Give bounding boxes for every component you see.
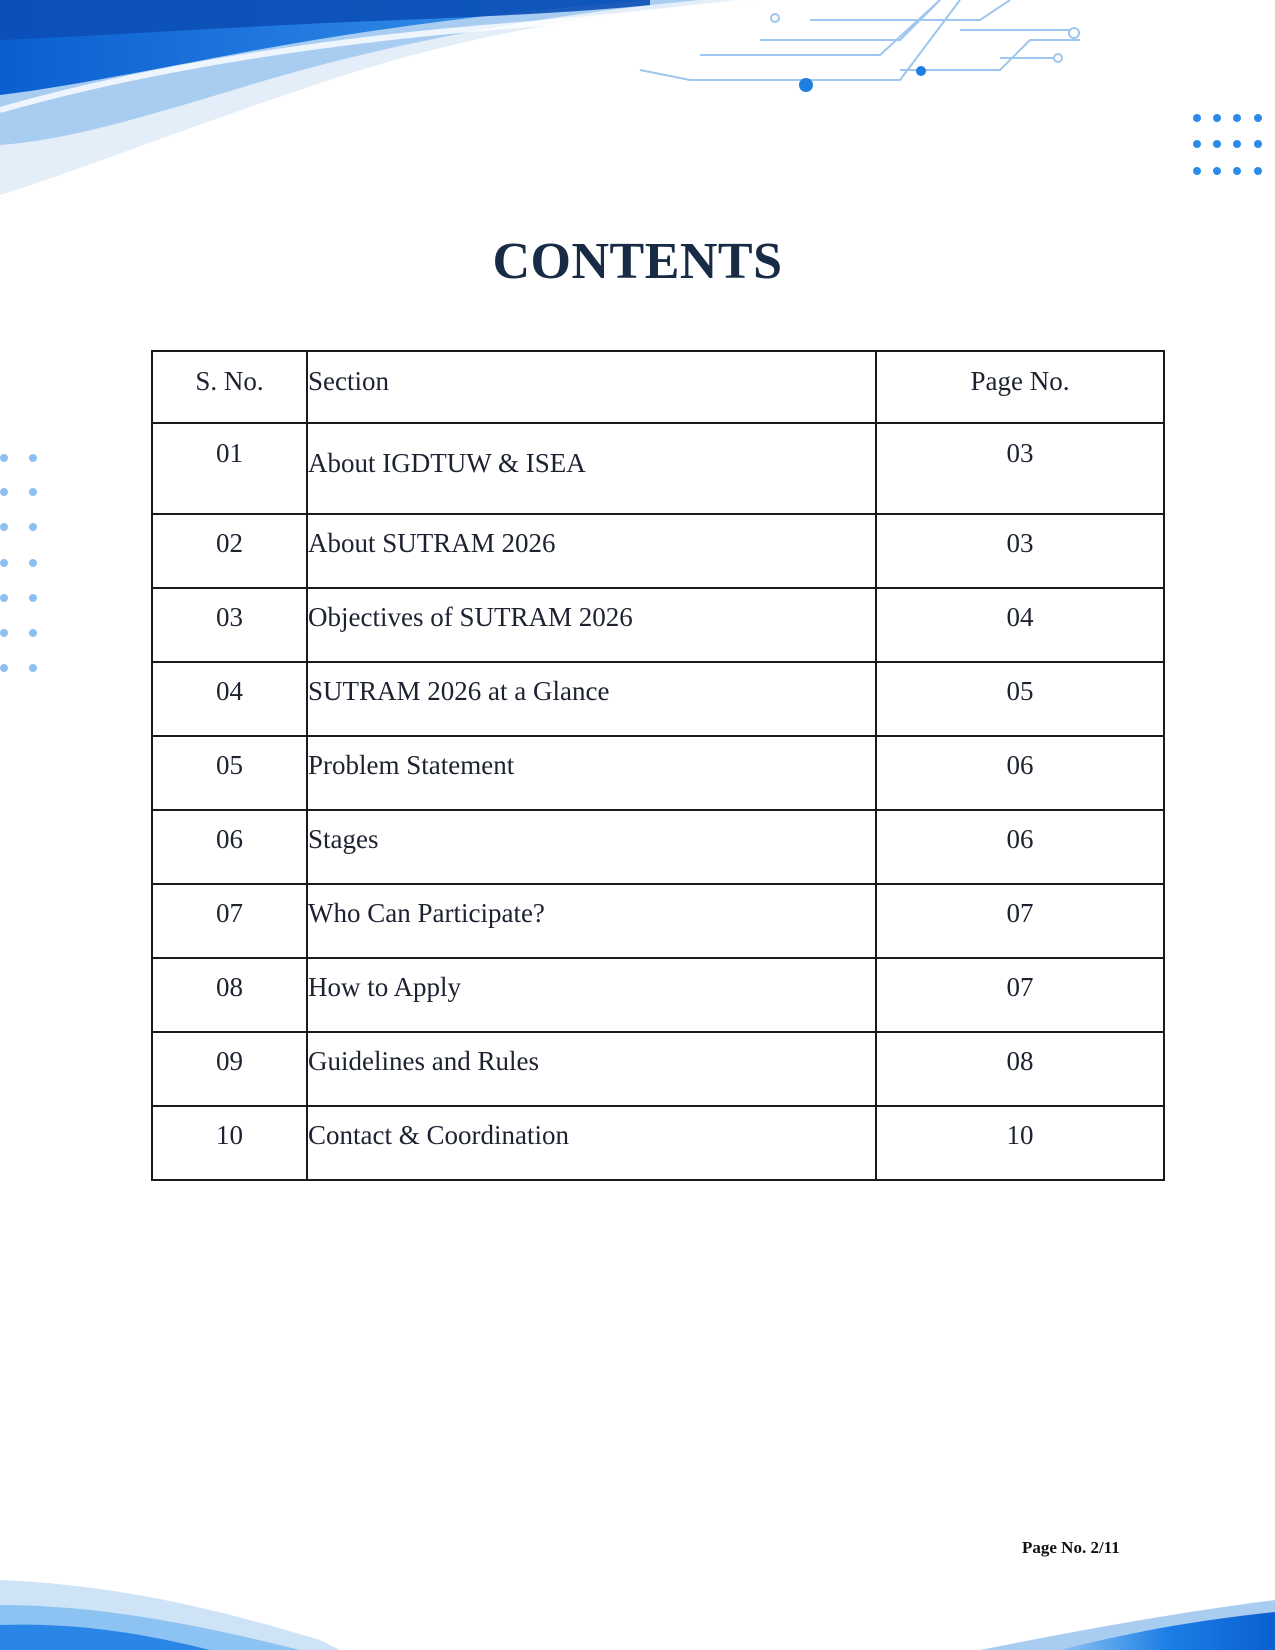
header-page-number: Page No. [876, 351, 1164, 423]
table-row [152, 423, 1164, 514]
row-page-number: 03 [876, 423, 1164, 514]
row-page-number: 06 [876, 810, 1164, 884]
row-section-title: Problem Statement [307, 736, 876, 810]
row-page-number: 05 [876, 662, 1164, 736]
dot-grid-top-right [1193, 114, 1262, 175]
table-header-row [152, 351, 1164, 423]
row-page-number: 07 [876, 884, 1164, 958]
table-row [152, 662, 1164, 736]
row-section-title: How to Apply [307, 958, 876, 1032]
table-row [152, 1032, 1164, 1106]
row-serial-number: 06 [152, 810, 307, 884]
table-row [152, 588, 1164, 662]
bottom-wave-decoration [0, 1580, 1275, 1650]
row-serial-number: 08 [152, 958, 307, 1032]
table-row [152, 810, 1164, 884]
row-serial-number: 09 [152, 1032, 307, 1106]
table-row [152, 736, 1164, 810]
row-section-title: Who Can Participate? [307, 884, 876, 958]
row-section-title: Objectives of SUTRAM 2026 [307, 588, 876, 662]
row-page-number: 03 [876, 514, 1164, 588]
table-row [152, 884, 1164, 958]
row-section-title: SUTRAM 2026 at a Glance [307, 662, 876, 736]
table-row [152, 1106, 1164, 1180]
row-section-title: Contact & Coordination [307, 1106, 876, 1180]
contents-table [151, 350, 1165, 1181]
row-page-number: 10 [876, 1106, 1164, 1180]
row-page-number: 06 [876, 736, 1164, 810]
row-serial-number: 01 [152, 423, 307, 514]
table-row [152, 958, 1164, 1032]
row-page-number: 08 [876, 1032, 1164, 1106]
row-serial-number: 04 [152, 662, 307, 736]
row-section-title: About SUTRAM 2026 [307, 514, 876, 588]
header-serial-number: S. No. [152, 351, 307, 423]
table-row [152, 514, 1164, 588]
row-serial-number: 02 [152, 514, 307, 588]
row-section-title: About IGDTUW & ISEA [307, 423, 876, 514]
header-section: Section [307, 351, 876, 423]
row-serial-number: 03 [152, 588, 307, 662]
row-section-title: Stages [307, 810, 876, 884]
row-page-number: 07 [876, 958, 1164, 1032]
page-title: CONTENTS [492, 233, 783, 290]
top-wave-decoration [0, 0, 760, 195]
row-section-title: Guidelines and Rules [307, 1032, 876, 1106]
row-serial-number: 07 [152, 884, 307, 958]
row-serial-number: 05 [152, 736, 307, 810]
circuit-decoration [640, 0, 1080, 92]
dot-grid-left [0, 454, 37, 672]
row-page-number: 04 [876, 588, 1164, 662]
page-number-footer: Page No. 2/11 [1022, 1538, 1120, 1557]
row-serial-number: 10 [152, 1106, 307, 1180]
